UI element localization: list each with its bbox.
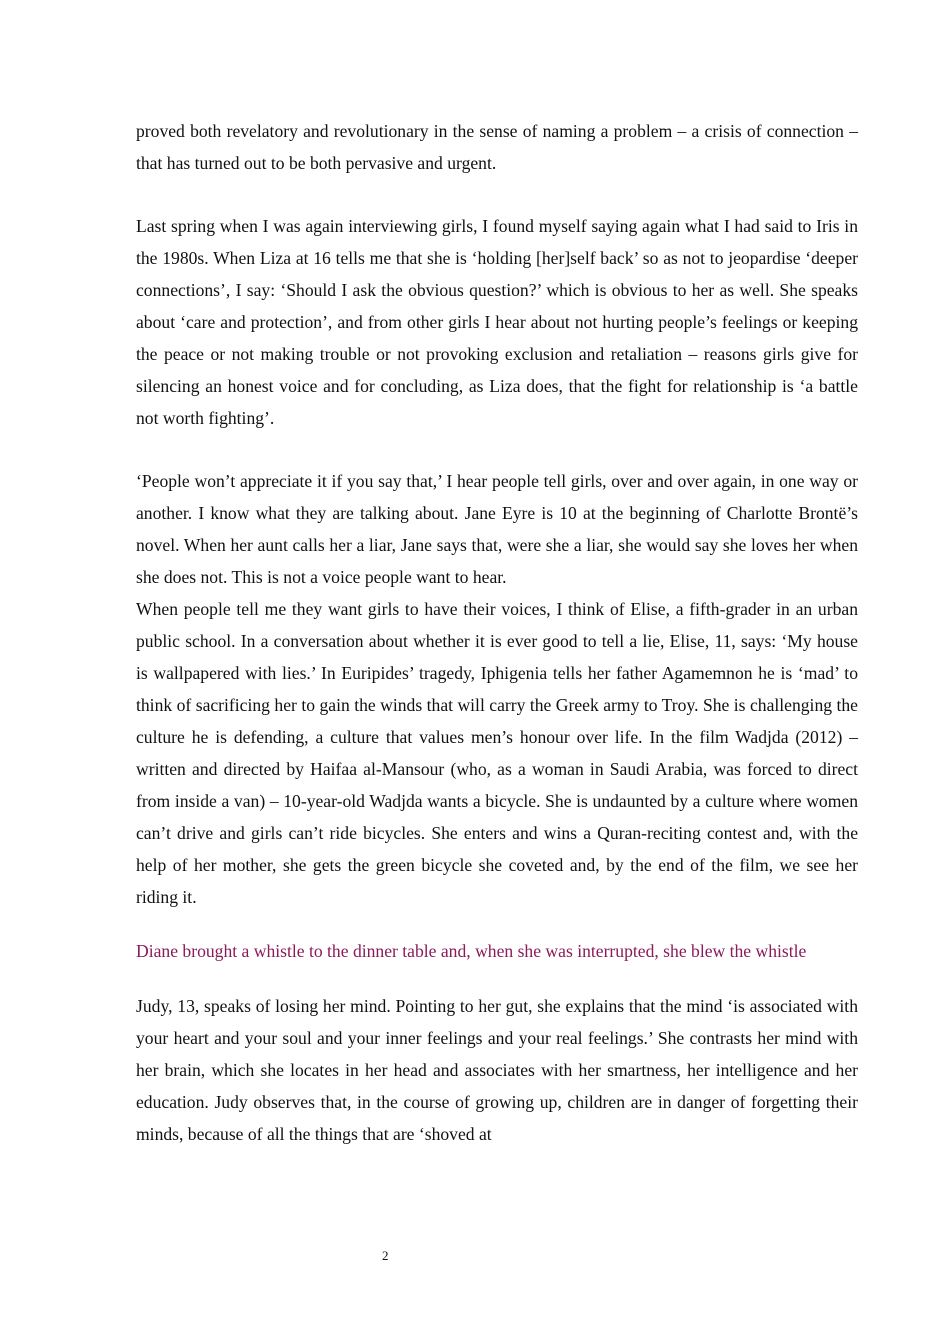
- article-body: [136, 115, 858, 1150]
- paragraph: Last spring when I was again interviewing girls, I found myself saying again what I had said to Iris in the 1980s. When Liza at 16 tells me that she is ‘holding [her]self back’ so as not to jeopardise ‘deeper connections’, I say: ‘Should I ask the obvious question?’ which is obvious to her as well. She speaks about ‘care and protection’, and from other girls I hear about not hurting people’s feelings or keeping the peace or not making trouble or not provoking exclusion and retaliation – reasons girls give for silencing an honest voice and for concluding, as Liza does, that the fight for relationship is ‘a battle not worth fighting’.: [136, 216, 858, 428]
- paragraph: ‘People won’t appreciate it if you say that,’ I hear people tell girls, over and over again, in one way or another. I know what they are talking about. Jane Eyre is 10 at the beginning of Charlotte Brontë’s novel. When her aunt calls her a liar, Jane says that, were she a liar, she would say she loves her when she does not. This is not a voice people want to hear.: [136, 471, 858, 587]
- paragraph: proved both revelatory and revolutionary in the sense of naming a problem – a crisis of connection – that has turned out to be both pervasive and urgent.: [136, 121, 858, 173]
- pull-quote: Diane brought a whistle to the dinner table and, when she was interrupted, she blew the whistle: [136, 941, 807, 961]
- paragraph: Judy, 13, speaks of losing her mind. Pointing to her gut, she explains that the mind ‘is associated with your heart and your soul and your inner feelings and your real feelings.’ She contrasts her mind with her brain, which she locates in her head and associates with her smartness, her intelligence and her education. Judy observes that, in the course of growing up, children are in danger of forgetting their minds, because of all the things that are ‘shoved at: [136, 996, 858, 1144]
- paragraph: When people tell me they want girls to have their voices, I think of Elise, a fifth-grader in an urban public school. In a conversation about whether it is ever good to tell a lie, Elise, 11, says: ‘My house is wallpapered with lies.’ In Euripides’ tragedy, Iphigenia tells her father Agamemnon he is ‘mad’ to think of sacrificing her to gain the winds that will carry the Greek army to Troy. She is challenging the culture he is defending, a culture that values men’s honour over life. In the film Wadjda (2012) – written and directed by Haifaa al-Mansour (who, as a woman in Saudi Arabia, was forced to direct from inside a van) – 10-year-old Wadjda wants a bicycle. She is undaunted by a culture where women can’t drive and girls can’t ride bicycles. She enters and wins a Quran-reciting contest and, with the help of her mother, she gets the green bicycle she coveted and, by the end of the film, we see her riding it.: [136, 599, 858, 907]
- page-number: 2: [382, 1248, 389, 1263]
